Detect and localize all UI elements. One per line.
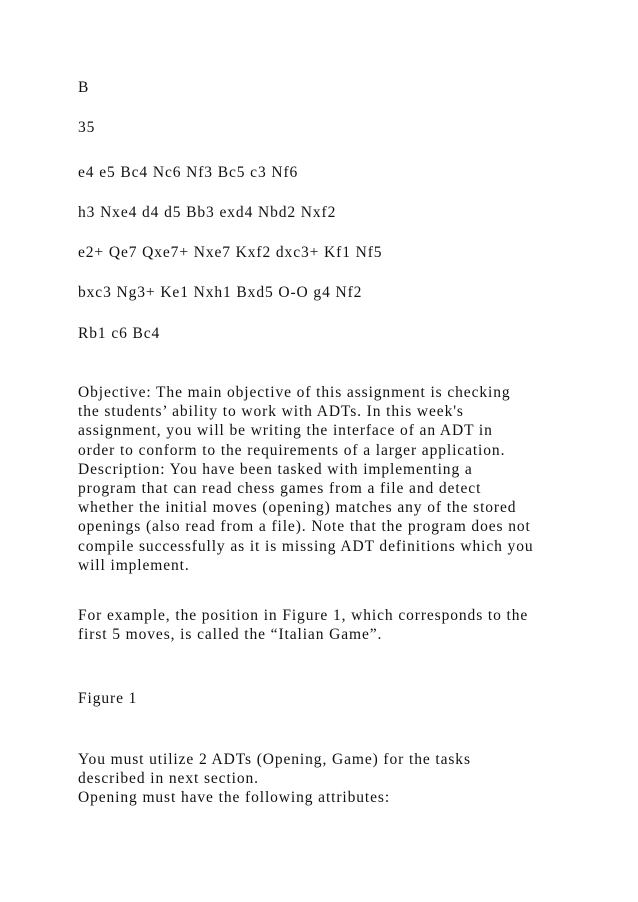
moves-line: e4 e5 Bc4 Nc6 Nf3 Bc5 c3 Nf6	[78, 164, 299, 181]
paragraph-line: openings (also read from a file). Note that the program does not	[78, 518, 531, 536]
paragraph-line: Description: You have been tasked with implementing a	[78, 460, 473, 478]
paragraph-line: Objective: The main objective of this assignment is checking	[78, 384, 511, 401]
paragraph-line: You must utilize 2 ADTs (Opening, Game) for the tasks	[78, 751, 471, 768]
moves-line: h3 Nxe4 d4 d5 Bb3 exd4 Nbd2 Nxf2	[78, 204, 337, 221]
paragraph-line: will implement.	[78, 556, 190, 574]
header-letter: B	[78, 79, 90, 96]
adt-paragraph	[78, 750, 471, 808]
paragraph-line: program that can read chess games from a file and detect	[78, 479, 482, 497]
moves-line: bxc3 Ng3+ Ke1 Nxh1 Bxd5 O-O g4 Nf2	[78, 284, 363, 301]
paragraph-line: order to conform to the requirements of a larger application.	[78, 441, 506, 459]
example-paragraph	[78, 606, 528, 644]
paragraph-line: the students’ ability to work with ADTs. In this week's	[78, 403, 464, 421]
paragraph-line: For example, the position in Figure 1, which corresponds to the	[78, 607, 529, 624]
paragraph-line: assignment, you will be writing the interface of an ADT in	[78, 422, 493, 440]
move-count: 35	[78, 119, 96, 136]
paragraph-line: compile successfully as it is missing ADT definitions which you	[78, 537, 534, 555]
paragraph-line: described in next section.	[78, 770, 259, 788]
paragraph-line: whether the initial moves (opening) matches any of the stored	[78, 499, 517, 517]
objective-paragraph	[78, 383, 534, 575]
paragraph-line: first 5 moves, is called the “Italian Game”.	[78, 626, 383, 644]
paragraph-line: Opening must have the following attributes:	[78, 789, 391, 807]
moves-line: e2+ Qe7 Qxe7+ Nxe7 Kxf2 dxc3+ Kf1 Nf5	[78, 244, 383, 261]
moves-line: Rb1 c6 Bc4	[78, 325, 161, 342]
figure-caption: Figure 1	[78, 690, 138, 707]
